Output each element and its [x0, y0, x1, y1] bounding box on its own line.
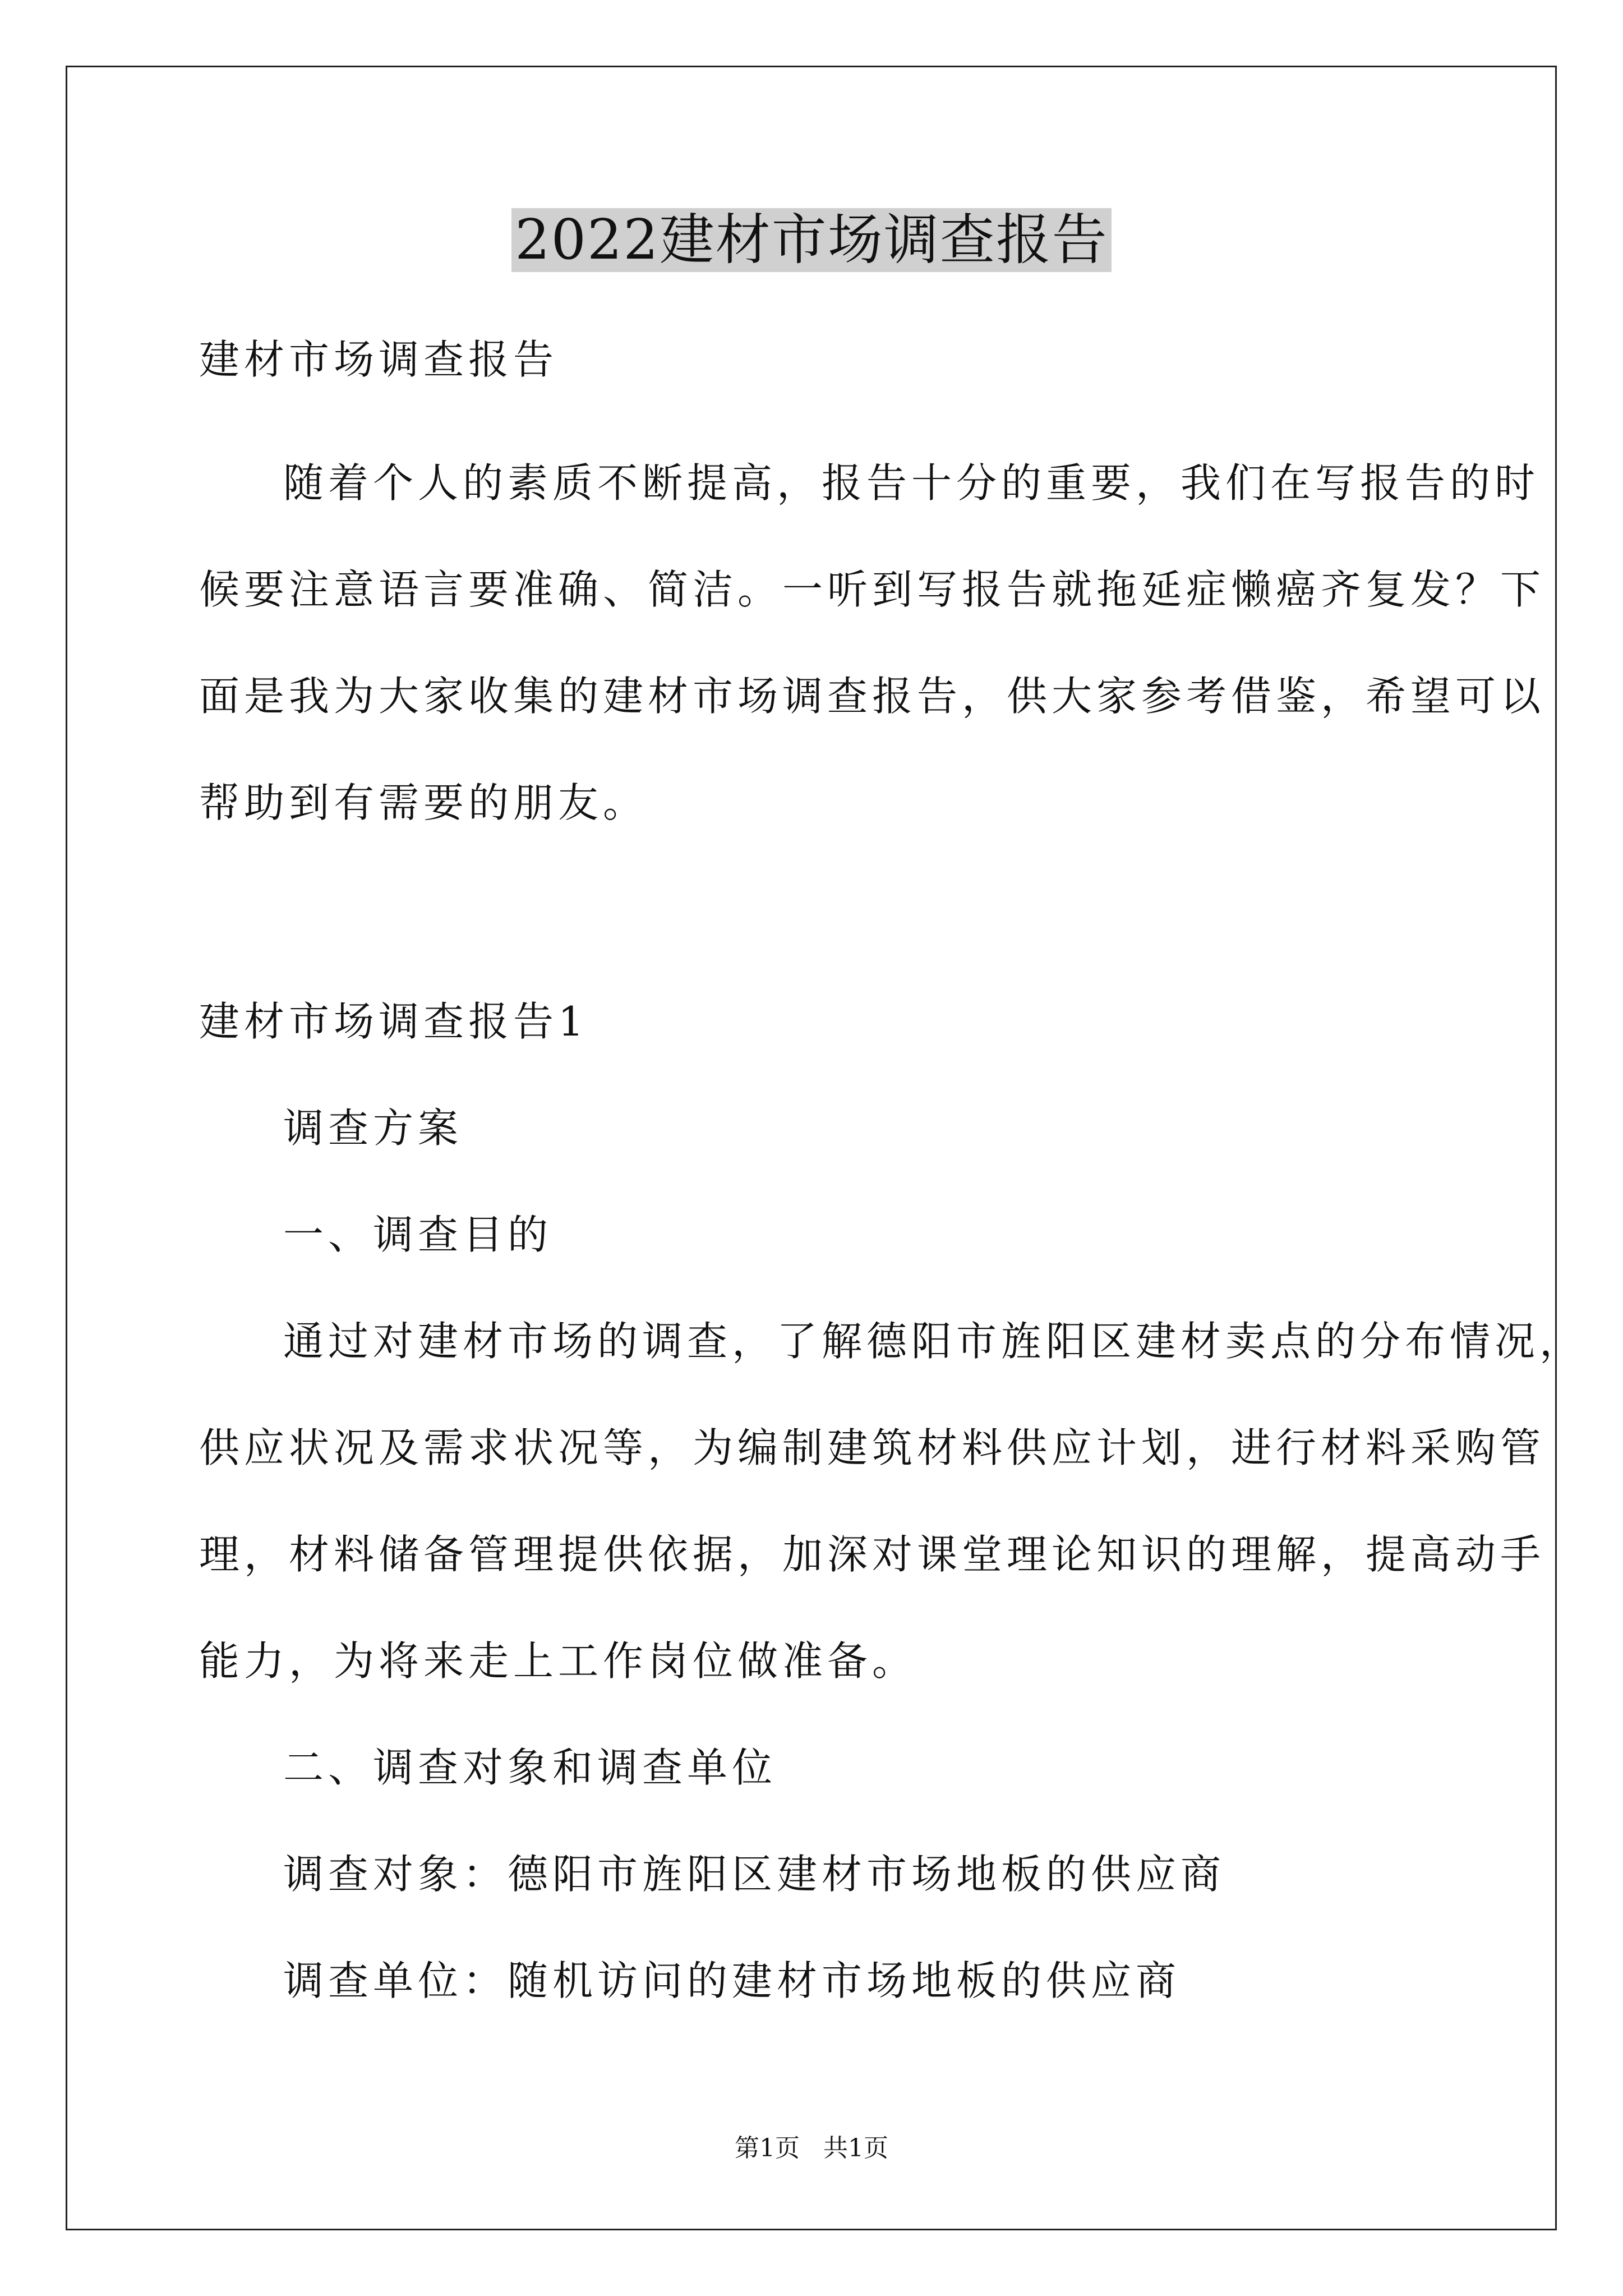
document-title: [0, 201, 1623, 279]
intro-line-2: 候要注意语言要准确、简洁。一听到写报告就拖延症懒癌齐复发？下: [199, 566, 1546, 613]
document-title-text: 2022建材市场调查报告: [511, 208, 1111, 272]
intro-line-4: 帮助到有需要的朋友。: [199, 779, 648, 826]
intro-line-3: 面是我为大家收集的建材市场调查报告，供大家参考借鉴，希望可以: [199, 673, 1546, 720]
purpose-line-1: 通过对建材市场的调查，了解德阳市旌阳区建材卖点的分布情况，: [283, 1318, 1585, 1365]
purpose-line-3: 理，材料储备管理提供依据，加深对课堂理论知识的理解，提高动手: [199, 1531, 1546, 1578]
scheme-heading: 调查方案: [283, 1105, 463, 1152]
survey-object: 调查对象：德阳市旌阳区建材市场地板的供应商: [283, 1851, 1226, 1898]
purpose-line-4: 能力，为将来走上工作岗位做准备。: [199, 1637, 917, 1685]
purpose-heading: 一、调查目的: [283, 1211, 553, 1258]
intro-line-1: 随着个人的素质不断提高，报告十分的重要，我们在写报告的时: [283, 459, 1540, 507]
purpose-line-2: 供应状况及需求状况等，为编制建筑材料供应计划，进行材料采购管: [199, 1424, 1546, 1471]
object-heading: 二、调查对象和调查单位: [283, 1744, 777, 1791]
document-subtitle: 建材市场调查报告: [199, 336, 559, 383]
page-number: 第1页 共1页: [735, 2134, 888, 2162]
survey-unit: 调查单位：随机访问的建材市场地板的供应商: [283, 1957, 1181, 2004]
section-title: 建材市场调查报告1: [199, 998, 588, 1045]
